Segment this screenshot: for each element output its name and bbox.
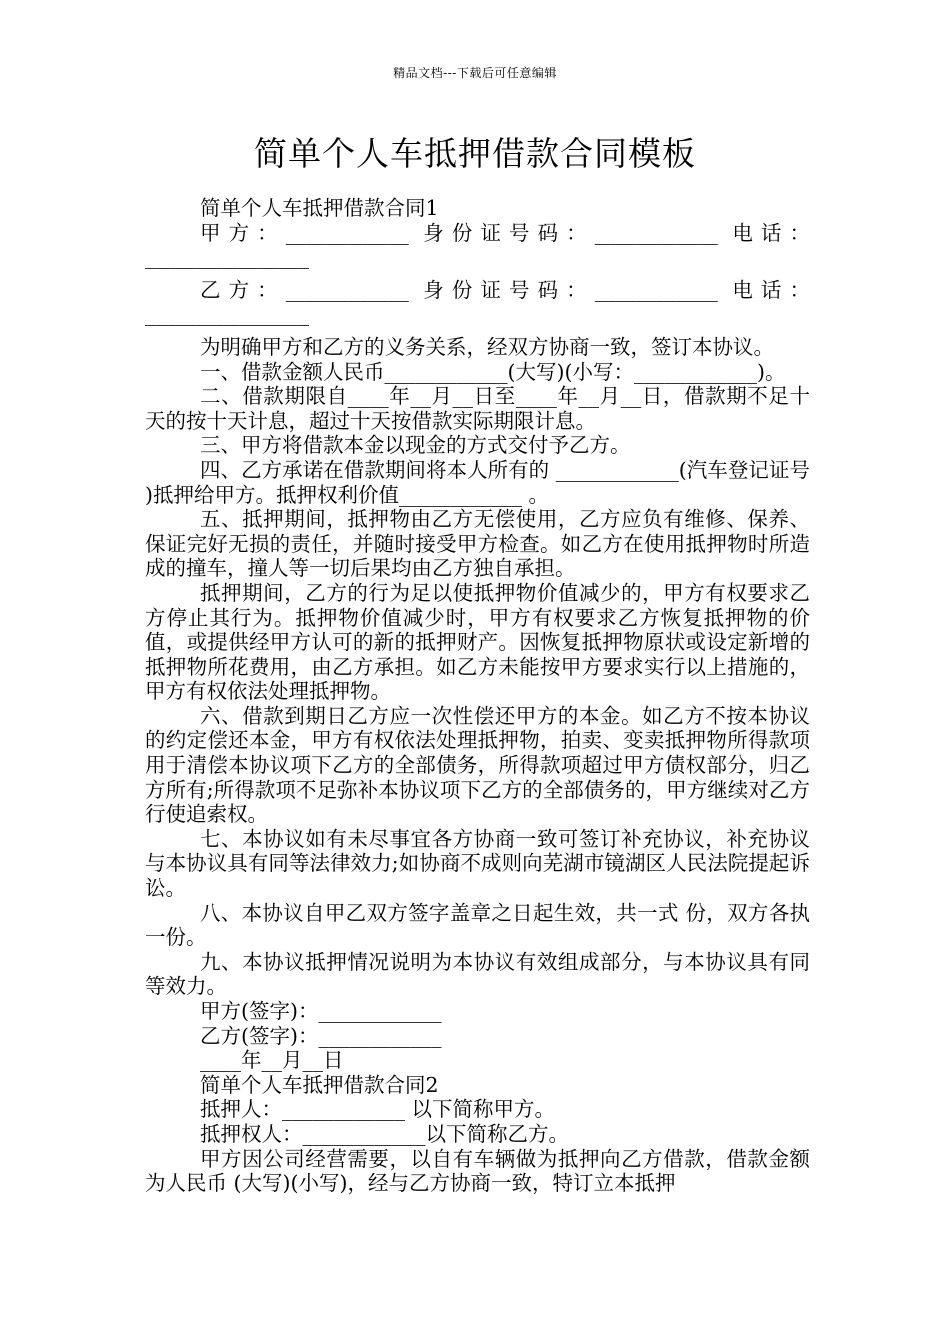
document-title: 简单个人车抵押借款合同模板 [254,134,696,173]
clause-6: 六、借款到期日乙方应一次性偿还甲方的本金。如乙方不按本协议的约定偿还本金，甲方有权依法处理抵押物，拍卖、变卖抵押物所得款项用于清偿本协议项下乙方的全部债务，所得款项超过甲方债权部分，归乙方所有;所得款项不足弥补本协议项下乙方的全部债务的，甲方继续对乙方行使追索权。 [145,703,810,827]
party-b-signature: 乙方(签字)：____________ [200,1023,442,1048]
party-b-line: 乙方：____________ 身份证号码：____________ 电话：________________ [145,277,810,327]
mortgagee-line: 抵押权人：____________以下简称乙方。 [200,1121,569,1146]
clause-2: 二、借款期限自____年__月__日至____年__月__日，借款期不足十天的按十天计息，超过十天按借款实际期限计息。 [145,384,810,433]
clause-3: 三、甲方将借款本金以现金的方式交付予乙方。 [200,433,631,458]
clause-8: 八、本协议自甲乙双方签字盖章之日起生效，共一式 份，双方各执一份。 [145,900,810,950]
party-a-line: 甲方：____________ 身份证号码：____________ 电话：________________ [145,220,810,270]
party-a-signature: 甲方(签字)：____________ [200,999,442,1023]
clause-5-continued: 抵押期间，乙方的行为足以使抵押物价值减少的，甲方有权要求乙方停止其行为。抵押物价值减少时，甲方有权要求乙方恢复抵押物的价值，或提供经甲方认可的新的抵押财产。因恢复抵押物原状或设定新增的抵押物所花费用，由乙方承担。如乙方未能按甲方要求实行以上措施的，甲方有权依法处理抵押物。 [145,580,810,704]
signature-date: ____年__月__日 [200,1048,344,1073]
clause-1: 一、借款金额人民币____________(大写)(小写：____________)。 [200,359,786,384]
document-body [145,196,810,1196]
contract-2-heading: 简单个人车抵押借款合同2 [200,1072,439,1097]
clause-4: 四、乙方承诺在借款期间将本人所有的 ____________(汽车登记证号 )抵押给甲方。抵押权利价值____________ 。 [145,457,810,507]
intro-paragraph: 为明确甲方和乙方的义务关系，经双方协商一致，签订本协议。 [200,334,774,359]
contract-2-intro: 甲方因公司经营需要，以自有车辆做为抵押向乙方借款，借款金额为人民币 (大写)(小写)，经与乙方协商一致，特订立本抵押 [145,1146,810,1196]
clause-7: 七、本协议如有未尽事宜各方协商一致可签订补充协议，补充协议与本协议具有同等法律效力;如协商不成则向芜湖市镜湖区人民法院提起诉讼。 [145,826,810,901]
mortgagor-line: 抵押人：____________ 以下简称甲方。 [200,1097,556,1122]
clause-9: 九、本协议抵押情况说明为本协议有效组成部分，与本协议具有同等效力。 [145,949,810,999]
contract-1-heading: 简单个人车抵押借款合同1 [200,196,439,220]
clause-5: 五、抵押期间，抵押物由乙方无偿使用，乙方应负有维修、保养、保证完好无损的责任，并随时接受甲方检查。如乙方在使用抵押物时所造成的撞车，撞人等一切后果均由乙方独自承担。 [145,507,810,581]
page-header: 精品文档---下载后可任意编辑 [393,66,557,80]
